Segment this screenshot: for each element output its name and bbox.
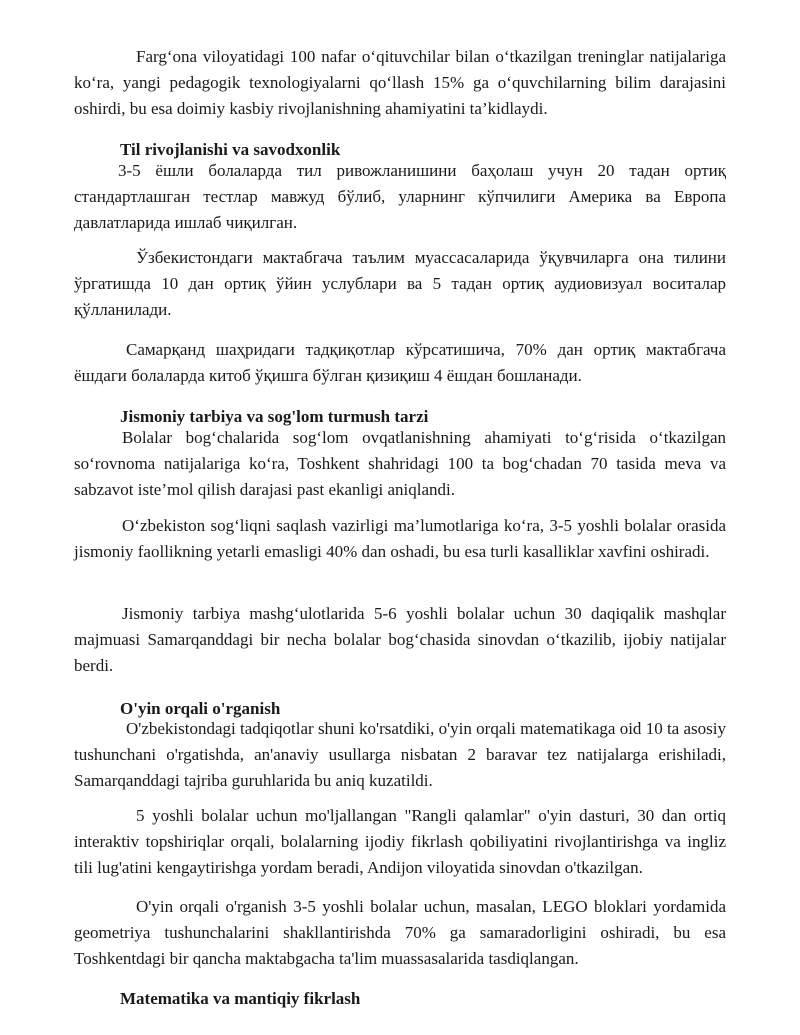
paragraph: 3-5 ёшли болаларда тил ривожланишини баҳолаш учун 20 тадан ортиқ стандартлашган тестлар мавжуд бўлиб, уларнинг кўпчилиги Америка ва Европа давлатларида ишлаб чиқилган. — [74, 161, 726, 232]
paragraph: Ўзбекистондаги мактабгача таълим муассасаларида ўқувчиларга она тилини ўргатишда 10 дан ортиқ ўйин услублари ва 5 тадан ортиқ аудиовизуал воситалар қўлланилади. — [74, 248, 726, 319]
section-heading: O'yin orqali o'rganish — [120, 699, 281, 718]
paragraph: Jismoniy tarbiya mashg‘ulotlarida 5-6 yoshli bolalar uchun 30 daqiqalik mashqlar majmuasi Samarqanddagi bir necha bolalar bog‘chasida sinovdan o‘tkazilib, ijobiy natijalar berdi. — [74, 604, 726, 675]
paragraph: O'zbekistondagi tadqiqotlar shuni ko'rsatdiki, o'yin orqali matematikaga oid 10 ta asosiy tushunchani o'rgatishda, an'anaviy usullarga nisbatan 2 baravar tez natijalarga erishiladi, Samarqanddagi tajriba guruhlarida bu aniq kuzatildi. — [74, 719, 726, 790]
paragraph: O'yin orqali o'rganish 3-5 yoshli bolalar uchun, masalan, LEGO bloklari yordamida geometriya tushunchalarini shakllantirishda 70% ga samaradorligini oshiradi, bu esa Toshkentdagi bir qancha maktabgacha ta'lim muassasalarida tasdiqlangan. — [74, 897, 726, 968]
paragraph: Farg‘ona viloyatidagi 100 nafar o‘qituvchilar bilan o‘tkazilgan treninglar natijalariga ko‘ra, yangi pedagogik texnologiyalarni qo‘llash 15% ga o‘quvchilarning bilim darajasini oshirdi, bu esa doimiy kasbiy rivojlanishning ahamiyatini ta’kidlaydi. — [74, 47, 726, 118]
paragraph-block — [74, 601, 726, 679]
paragraph-block — [74, 158, 726, 236]
paragraph: Bolalar bog‘chalarida sog‘lom ovqatlanishning ahamiyati to‘g‘risida o‘tkazilgan so‘rovnoma natijalariga ko‘ra, Toshkent shahridagi 100 ta bog‘chadan 70 tasida meva va sabzavot iste’mol qilish darajasi past ekanligi aniqlandi. — [74, 428, 726, 499]
paragraph-block — [74, 716, 726, 794]
paragraph: Самарқанд шаҳридаги тадқиқотлар кўрсатишича, 70% дан ортиқ мактабгача ёшдаги болаларда китоб ўқишга бўлган қизиқиш 4 ёшдан бошланади. — [74, 340, 726, 385]
paragraph-block — [74, 894, 726, 972]
paragraph-block — [74, 337, 726, 389]
section-heading: Jismoniy tarbiya va sog'lom turmush tarzi — [120, 407, 429, 426]
section-matematika — [74, 986, 726, 1012]
paragraph-block — [74, 245, 726, 323]
intro-paragraph-block — [74, 44, 726, 122]
paragraph: O‘zbekiston sog‘liqni saqlash vazirligi ma’lumotlariga ko‘ra, 3-5 yoshli bolalar orasida jismoniy faollikning yetarli emasligi 40% dan oshadi, bu esa turli kasalliklar xavfini oshiradi. — [74, 516, 726, 561]
paragraph-block — [74, 425, 726, 503]
paragraph-block — [74, 803, 726, 881]
paragraph: 5 yoshli bolalar uchun mo'ljallangan "Rangli qalamlar" o'yin dasturi, 30 dan ortiq interaktiv topshiriqlar orqali, bolalarning ijodiy fikrlash qobiliyatini rivojlantirishga va ingliz tili lug'atini kengaytirishga yordam beradi, Andijon viloyatida sinovdan o'tkazilgan. — [74, 806, 726, 877]
section-heading: Matematika va mantiqiy fikrlash — [120, 989, 361, 1008]
section-heading: Til rivojlanishi va savodxonlik — [120, 140, 341, 159]
paragraph-block — [74, 513, 726, 565]
